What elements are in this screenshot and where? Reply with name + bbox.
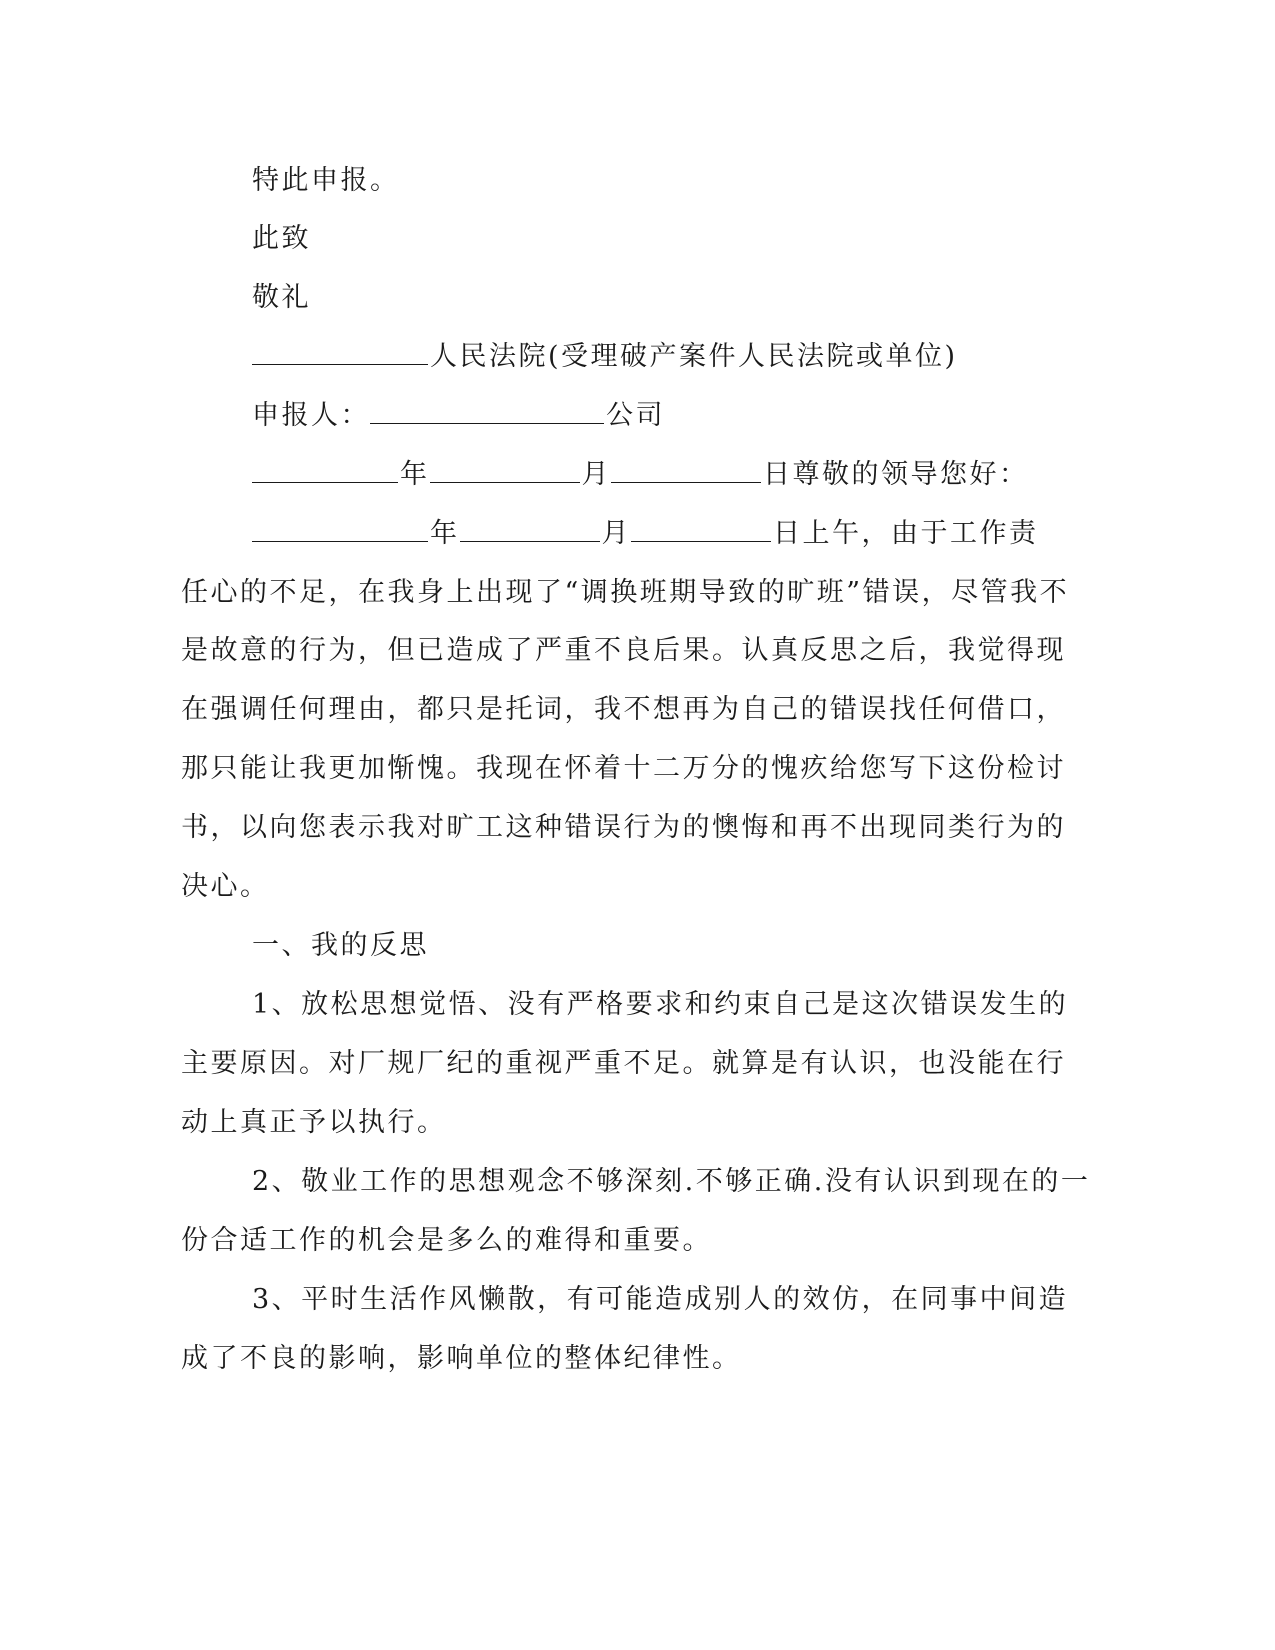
court-line xyxy=(252,340,958,374)
declarant-suffix: 公司 xyxy=(606,400,665,431)
year-blank xyxy=(252,458,398,483)
year-label: 年 xyxy=(400,459,430,490)
date-line-1 xyxy=(252,458,1029,492)
item-3-line: 3、平时生活作风懒散，有可能造成别人的效仿，在同事中间造 xyxy=(252,1284,1069,1315)
declarant-name-blank xyxy=(370,399,604,424)
declarant-line xyxy=(252,399,665,433)
item-1-line: 动上真正予以执行。 xyxy=(181,1107,447,1138)
month-blank xyxy=(430,458,580,483)
item-2-line: 份合适工作的机会是多么的难得和重要。 xyxy=(181,1225,712,1256)
month-blank xyxy=(460,517,600,542)
court-name-blank xyxy=(252,340,428,365)
body-line: 在强调任何理由，都只是托词，我不想再为自己的错误找任何借口， xyxy=(181,694,1066,725)
salutation-line-1: 此致 xyxy=(252,223,311,254)
salutation-line-2: 敬礼 xyxy=(252,282,311,313)
body-line: 是故意的行为，但已造成了严重不良后果。认真反思之后，我觉得现 xyxy=(181,635,1066,666)
item-2-line: 2、敬业工作的思想观念不够深刻.不够正确.没有认识到现在的一 xyxy=(252,1166,1091,1197)
body-line: 决心。 xyxy=(181,871,270,902)
day-blank xyxy=(631,517,771,542)
item-3-line: 成了不良的影响，影响单位的整体纪律性。 xyxy=(181,1343,742,1374)
day-greeting-text: 日尊敬的领导您好： xyxy=(763,459,1029,490)
month-label: 月 xyxy=(601,518,631,549)
item-1-line: 主要原因。对厂规厂纪的重视严重不足。就算是有认识，也没能在行 xyxy=(181,1048,1066,1079)
section-heading: 一、我的反思 xyxy=(252,930,429,961)
year-blank xyxy=(252,517,428,542)
body-line: 那只能让我更加惭愧。我现在怀着十二万分的愧疚给您写下这份检讨 xyxy=(181,753,1066,784)
body-line: 书，以向您表示我对旷工这种错误行为的懊悔和再不出现同类行为的 xyxy=(181,812,1066,843)
body-line: 任心的不足，在我身上出现了“调换班期导致的旷班”错误，尽管我不 xyxy=(181,577,1070,608)
closing-statement: 特此申报。 xyxy=(252,165,400,196)
year-label: 年 xyxy=(430,518,460,549)
date-line-2 xyxy=(252,517,1039,551)
declarant-label: 申报人： xyxy=(252,400,370,431)
court-line-text: 人民法院(受理破产案件人民法院或单位) xyxy=(430,341,958,372)
day-blank xyxy=(611,458,761,483)
day-text: 日上午，由于工作责 xyxy=(773,518,1039,549)
month-label: 月 xyxy=(581,459,611,490)
item-1-line: 1、放松思想觉悟、没有严格要求和约束自己是这次错误发生的 xyxy=(252,989,1069,1020)
